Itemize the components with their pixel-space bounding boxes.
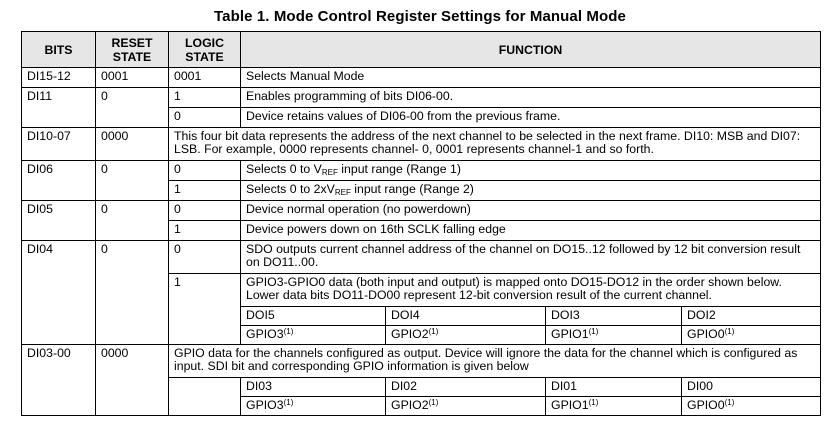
function-cell: Selects 0 to $V_{REF}$ input range (Range 1): [241, 161, 821, 181]
logic-cell: 1: [169, 221, 241, 241]
function-cell: SDO outputs current channel address of the channel on DO15..12 followed by 12 bit conversion result on DO11..00.: [241, 241, 821, 274]
logic-cell: 1: [169, 181, 241, 201]
footnote-mark: (1): [588, 398, 599, 407]
header-row: [22, 32, 821, 68]
reset-cell: 0000: [96, 128, 169, 161]
table-title: Table 1. Mode Control Register Settings for Manual Mode: [214, 8, 626, 25]
function-cell: GPIO3-GPIO0 data (both input and output) is mapped onto DO15-DO12 in the order shown below. Lower data bits DO11-DO00 represent 12-bit conversion result of the current channel.: [241, 274, 821, 307]
function-cell: GPIO data for the channels configured as output. Device will ignore the data for the channel which is configured as input. SDI bit and corresponding GPIO information is given below: [169, 345, 821, 378]
mode-control-register-table: [21, 31, 821, 416]
table-row: [22, 241, 821, 274]
header-logic-state: LOGIC STATE: [169, 32, 241, 68]
mapping-cell: DOI4: [386, 307, 546, 326]
mapping-cell: DOI2: [682, 307, 821, 326]
header-bits: BITS: [22, 32, 96, 68]
bits-cell: DI15-12: [22, 68, 96, 88]
function-cell: This four bit data represents the address of the next channel to be selected in the next frame. DI10: MSB and DI07: LSB. For example, 0000 represents channel- 0, 0001 represents channel-1 and so forth.: [169, 128, 821, 161]
mapping-cell: DI02: [386, 378, 546, 397]
table-row: [22, 128, 821, 161]
table-row: [22, 201, 821, 221]
function-cell: Device retains values of DI06-00 from the previous frame.: [241, 108, 821, 128]
function-cell: Selects Manual Mode: [241, 68, 821, 88]
logic-cell: 0: [169, 161, 241, 181]
mapping-cell: GPIO1$^{(1)}$: [546, 397, 682, 416]
table-row: [22, 88, 821, 108]
mapping-cell: GPIO3$^{(1)}$: [241, 326, 386, 345]
mapping-cell: GPIO2$^{(1)}$: [386, 326, 546, 345]
empty-cell: [169, 378, 241, 416]
table-row: [22, 345, 821, 378]
logic-cell: 1: [169, 274, 241, 345]
function-cell: Selects 0 to $2xV_{REF}$ input range (Range 2): [241, 181, 821, 201]
reset-cell: 0: [96, 241, 169, 345]
mapping-cell: DI03: [241, 378, 386, 397]
function-cell: Device powers down on 16th SCLK falling edge: [241, 221, 821, 241]
reset-cell: 0: [96, 161, 169, 201]
mapping-cell: GPIO2$^{(1)}$: [386, 397, 546, 416]
logic-cell: 0: [169, 241, 241, 274]
footnote-mark: (1): [724, 398, 735, 407]
footnote-mark: (1): [428, 398, 439, 407]
logic-cell: 0001: [169, 68, 241, 88]
function-cell: Device normal operation (no powerdown): [241, 201, 821, 221]
footnote-mark: (1): [724, 327, 735, 336]
bits-cell: DI05: [22, 201, 96, 241]
function-cell: Enables programming of bits DI06-00.: [241, 88, 821, 108]
logic-cell: 1: [169, 88, 241, 108]
mapping-cell: DI01: [546, 378, 682, 397]
bits-cell: DI06: [22, 161, 96, 201]
header-reset-state: RESET STATE: [96, 32, 169, 68]
reset-cell: 0001: [96, 68, 169, 88]
footnote-mark: (1): [428, 327, 439, 336]
footnote-mark: (1): [283, 327, 294, 336]
bits-cell: DI11: [22, 88, 96, 128]
bits-cell: DI04: [22, 241, 96, 345]
mapping-cell: GPIO3$^{(1)}$: [241, 397, 386, 416]
mapping-cell: GPIO0$^{(1)}$: [682, 326, 821, 345]
mapping-cell: GPIO1$^{(1)}$: [546, 326, 682, 345]
mapping-cell: GPIO0$^{(1)}$: [682, 397, 821, 416]
bits-cell: DI03-00: [22, 345, 96, 416]
mapping-cell: DOI5: [241, 307, 386, 326]
reset-cell: 0: [96, 88, 169, 128]
logic-cell: 0: [169, 201, 241, 221]
mapping-cell: DI00: [682, 378, 821, 397]
footnote-mark: (1): [283, 398, 294, 407]
bits-cell: DI10-07: [22, 128, 96, 161]
mapping-cell: DOI3: [546, 307, 682, 326]
logic-cell: 0: [169, 108, 241, 128]
header-function: FUNCTION: [241, 32, 821, 68]
table-row: [22, 161, 821, 181]
reset-cell: 0000: [96, 345, 169, 416]
footnote-mark: (1): [588, 327, 599, 336]
reset-cell: 0: [96, 201, 169, 241]
table-row: [22, 68, 821, 88]
